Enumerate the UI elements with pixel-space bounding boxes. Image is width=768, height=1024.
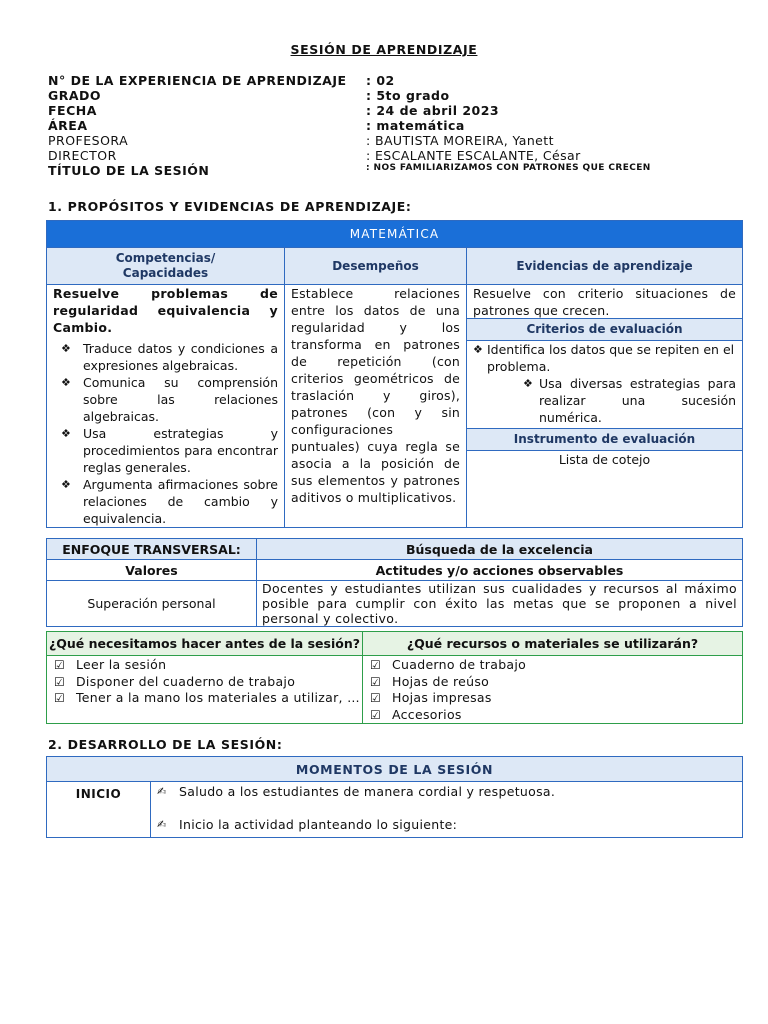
competencias-cell bbox=[47, 285, 285, 528]
antes-item-text: Leer la sesión bbox=[76, 657, 167, 672]
antes-item bbox=[47, 657, 362, 674]
antes-item bbox=[47, 690, 362, 707]
capacidad-item-text: Argumenta afirmaciones sobre relaciones de cambio y equivalencia. bbox=[83, 477, 278, 526]
actitud-text: Docentes y estudiantes utilizan sus cualidades y recursos al máximo posible para cumplir con éxito las metas que se proponen a nivel personal y colectivo. bbox=[262, 581, 737, 626]
valor-cell: Superación personal bbox=[47, 581, 257, 627]
recurso-item bbox=[363, 690, 742, 707]
valores-header: Valores bbox=[47, 560, 257, 581]
recursos-list bbox=[363, 657, 742, 723]
col-evidencias: Evidencias de aprendizaje bbox=[467, 248, 743, 285]
inicio-step-text: Inicio la actividad planteando lo siguiente: bbox=[179, 817, 458, 832]
inicio-cell bbox=[151, 782, 743, 838]
checkbox-icon: ☑ bbox=[54, 674, 66, 689]
diamond-bullet-icon: ❖ bbox=[523, 377, 533, 390]
header-value: : matemática bbox=[366, 118, 465, 133]
actitudes-header: Actitudes y/o acciones observables bbox=[257, 560, 743, 581]
checkbox-icon: ☑ bbox=[54, 691, 66, 705]
enfoque-label: ENFOQUE TRANSVERSAL: bbox=[47, 539, 257, 560]
writing-hand-icon: ✍ bbox=[157, 818, 167, 831]
checkbox-icon: ☑ bbox=[370, 691, 382, 705]
header-label: PROFESORA bbox=[48, 133, 129, 148]
instrumento-heading: Instrumento de evaluación bbox=[467, 428, 742, 451]
capacidad-item bbox=[53, 340, 278, 374]
inicio-step-text: Saludo a los estudiantes de manera cordial y respetuosa. bbox=[179, 784, 556, 799]
header-label: TÍTULO DE LA SESIÓN bbox=[48, 163, 210, 178]
col-competencias bbox=[47, 248, 285, 285]
criterios-list bbox=[467, 341, 742, 428]
capacidad-item-text: Comunica su comprensión sobre las relaciones algebraicas. bbox=[83, 375, 278, 424]
header-value: : ESCALANTE ESCALANTE, César bbox=[366, 148, 581, 163]
capacidad-item bbox=[53, 425, 278, 476]
purposes-table bbox=[46, 220, 743, 528]
diamond-bullet-icon: ❖ bbox=[473, 343, 483, 356]
diamond-bullet-icon: ❖ bbox=[61, 376, 71, 389]
recursos-cell bbox=[363, 656, 743, 724]
recurso-item-text: Hojas de reúso bbox=[392, 673, 490, 689]
antes-item-text: Disponer del cuaderno de trabajo bbox=[76, 673, 296, 689]
header-value: : 24 de abril 2023 bbox=[366, 103, 500, 118]
preparacion-table bbox=[46, 631, 743, 724]
criterio-item bbox=[473, 341, 736, 375]
instrumento-text: Lista de cotejo bbox=[558, 452, 651, 467]
section-2-heading: 2. DESARROLLO DE LA SESIÓN: bbox=[48, 737, 283, 752]
criterio-item bbox=[473, 375, 736, 426]
col-competencias-label: Competencias/ Capacidades bbox=[115, 251, 216, 280]
evidencia-text: Resuelve con criterio situaciones de patrones que crecen. bbox=[473, 286, 737, 318]
header-label: GRADO bbox=[48, 88, 102, 103]
inicio-step bbox=[151, 783, 742, 800]
capacidad-item bbox=[53, 374, 278, 425]
capacidades-list bbox=[53, 340, 278, 527]
header-label: ÁREA bbox=[48, 118, 88, 133]
diamond-bullet-icon: ❖ bbox=[61, 342, 71, 355]
capacidad-item bbox=[53, 476, 278, 527]
recurso-item-text: Hojas impresas bbox=[392, 690, 492, 705]
recurso-item bbox=[363, 657, 742, 674]
checkbox-icon: ☑ bbox=[370, 658, 382, 672]
header-label: N° DE LA EXPERIENCIA DE APRENDIZAJE bbox=[48, 73, 347, 88]
inicio-step bbox=[151, 816, 742, 833]
competencia-text: Resuelve problemas de regularidad equivalencia y Cambio. bbox=[53, 286, 278, 335]
checkbox-icon: ☑ bbox=[370, 674, 382, 689]
recurso-item-text: Accesorios bbox=[392, 706, 462, 722]
recurso-item-text: Cuaderno de trabajo bbox=[392, 657, 527, 672]
page-title: SESIÓN DE APRENDIZAJE bbox=[290, 42, 478, 57]
momentos-table bbox=[46, 756, 743, 838]
recurso-item bbox=[363, 707, 742, 724]
recursos-header: ¿Qué recursos o materiales se utilizarán? bbox=[363, 632, 743, 656]
diamond-bullet-icon: ❖ bbox=[61, 478, 71, 491]
criterio-2: Usa diversas estrategias para realizar una sucesión numérica. bbox=[539, 376, 737, 425]
antes-cell bbox=[47, 656, 363, 724]
header-label: FECHA bbox=[48, 103, 97, 118]
criterio-1: Identifica los datos que se repiten en el problema. bbox=[487, 342, 735, 374]
actitud-cell bbox=[257, 581, 743, 627]
antes-header: ¿Qué necesitamos hacer antes de la sesión? bbox=[47, 632, 363, 656]
capacidad-item-text: Usa estrategias y procedimientos para encontrar reglas generales. bbox=[83, 426, 278, 475]
col-desempenos: Desempeños bbox=[285, 248, 467, 285]
enfoque-table bbox=[46, 538, 743, 627]
evidencias-cell bbox=[467, 285, 743, 528]
enfoque-value: Búsqueda de la excelencia bbox=[257, 539, 743, 560]
recurso-item bbox=[363, 674, 742, 691]
diamond-bullet-icon: ❖ bbox=[61, 427, 71, 440]
desempeno-cell bbox=[285, 285, 467, 528]
capacidad-item-text: Traduce datos y condiciones a expresiones algebraicas. bbox=[83, 341, 278, 373]
antes-item bbox=[47, 674, 362, 691]
checkbox-icon: ☑ bbox=[370, 707, 382, 722]
header-value: : BAUTISTA MOREIRA, Yanett bbox=[366, 133, 554, 148]
inicio-steps bbox=[151, 783, 742, 833]
desempeno-text: Establece relaciones entre los datos de una regularidad y los transforma en patrones de repetición (con criterios geométricos de traslación y giros), patrones (con y sin configuraciones puntuales) cuya regla se asocia a la posición de sus elementos y patrones aditivos o multiplicativos. bbox=[291, 286, 460, 505]
header-value: : 02 bbox=[366, 73, 395, 88]
section-1-heading: 1. PROPÓSITOS Y EVIDENCIAS DE APRENDIZAJE: bbox=[48, 199, 412, 214]
antes-item-text: Tener a la mano los materiales a utilizar, … bbox=[76, 690, 360, 705]
area-band: MATEMÁTICA bbox=[47, 221, 743, 248]
checkbox-icon: ☑ bbox=[54, 658, 66, 672]
header-value: : NOS FAMILIARIZAMOS CON PATRONES QUE CRECEN bbox=[366, 163, 651, 173]
antes-list bbox=[47, 657, 362, 707]
inicio-label: INICIO bbox=[47, 782, 151, 838]
writing-hand-icon: ✍ bbox=[157, 785, 167, 798]
momentos-header: MOMENTOS DE LA SESIÓN bbox=[47, 757, 743, 782]
header-value: : 5to grado bbox=[366, 88, 450, 103]
header-label: DIRECTOR bbox=[48, 148, 117, 163]
criterios-heading: Criterios de evaluación bbox=[467, 318, 742, 341]
